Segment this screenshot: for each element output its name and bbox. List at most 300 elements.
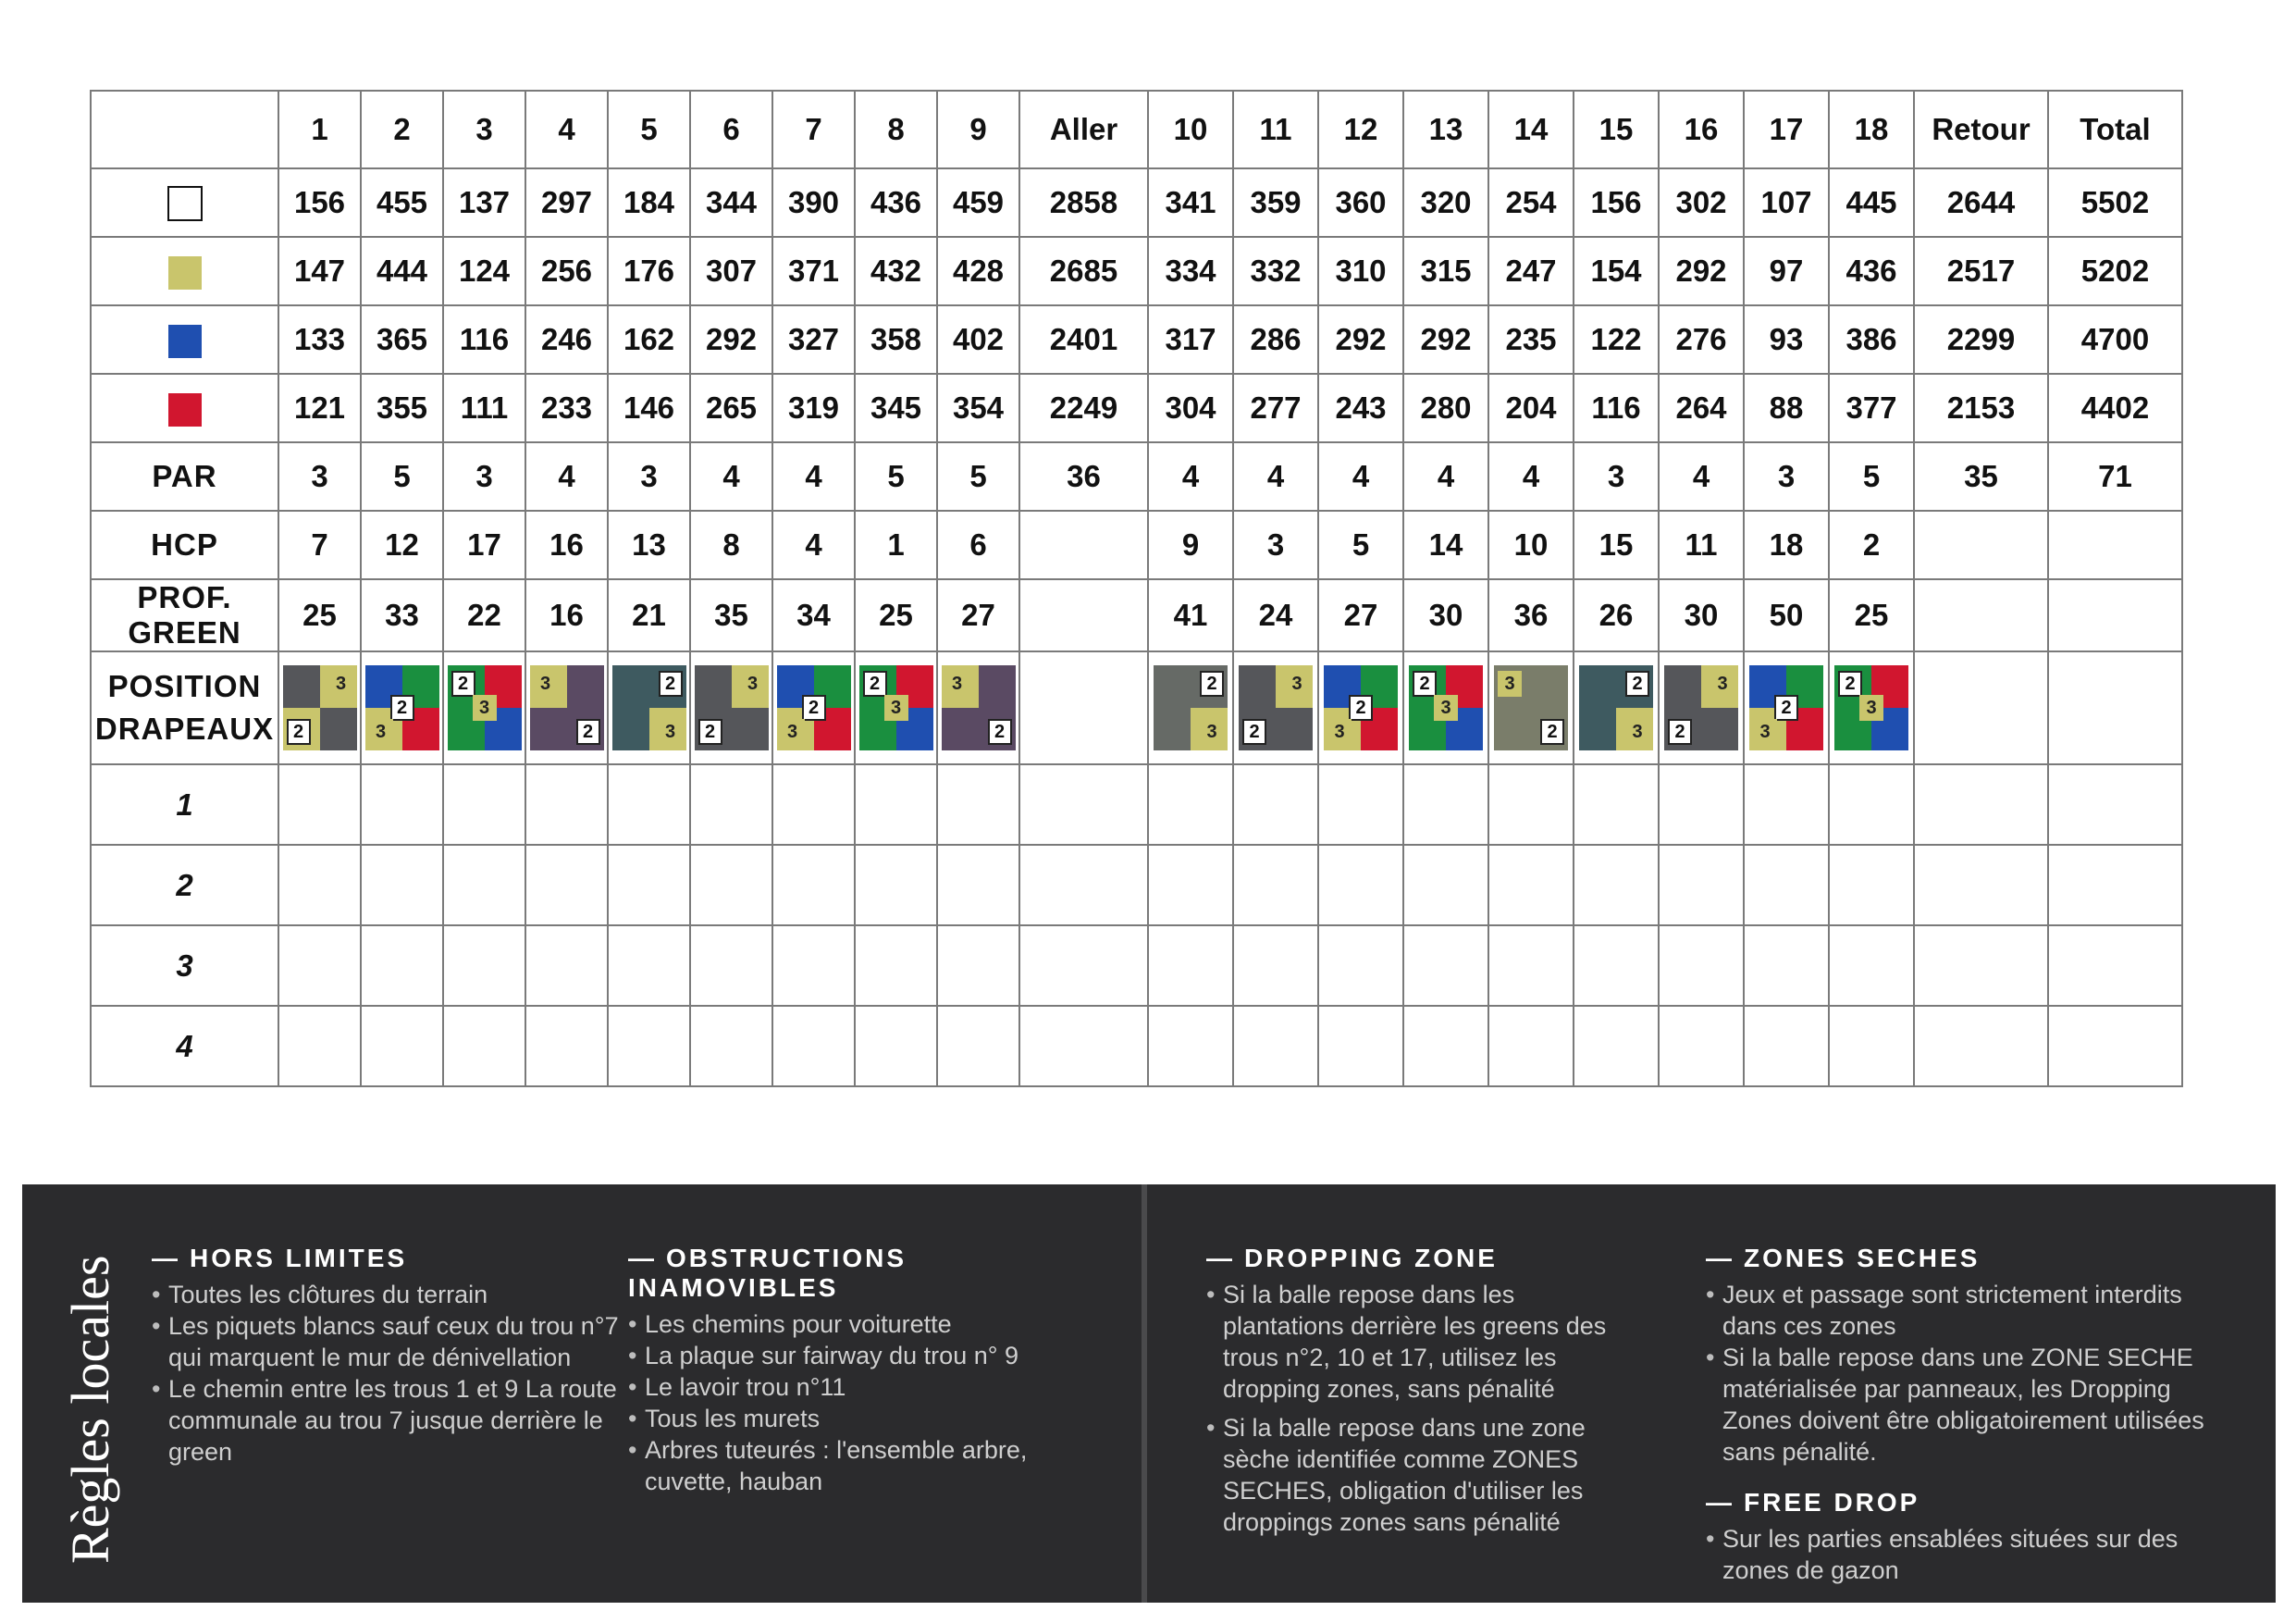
flag-position-row [91, 651, 2182, 764]
green-quadrant [1154, 708, 1191, 750]
distance-cell: 428 [937, 237, 1019, 305]
flag-badge-2: 2 [390, 695, 414, 721]
par-cell: 5 [937, 442, 1019, 511]
green-depth-cell: 25 [855, 579, 937, 651]
flag-position-diagram [1409, 665, 1483, 750]
score-entry-cell[interactable] [2048, 764, 2182, 845]
score-entry-cell[interactable] [1829, 1006, 1914, 1086]
flag-position-cell [525, 651, 608, 764]
score-entry-cell[interactable] [278, 845, 361, 925]
flag-badge-2: 2 [863, 671, 887, 697]
hole-number: 1 [278, 91, 361, 168]
local-rules-title: Règles locales [60, 1255, 120, 1564]
hcp-cell: 14 [1403, 511, 1488, 579]
distance-cell: 365 [361, 305, 443, 374]
hole-number: 11 [1233, 91, 1318, 168]
score-entry-cell[interactable] [1403, 845, 1488, 925]
score-entry-cell[interactable] [1233, 925, 1318, 1006]
flag-position-cell [772, 651, 855, 764]
distance-cell: 154 [1574, 237, 1659, 305]
score-entry-cell[interactable] [1914, 764, 2048, 845]
in-total-cell: 2517 [1914, 237, 2048, 305]
hcp-row [91, 511, 2182, 579]
flag-position-diagram [530, 665, 604, 750]
score-entry-cell[interactable] [1403, 925, 1488, 1006]
hole-number: 5 [608, 91, 690, 168]
par-cell: 4 [1659, 442, 1744, 511]
flag-position-diagram [283, 665, 357, 750]
score-entry-cell[interactable] [608, 1006, 690, 1086]
score-entry-cell[interactable] [772, 925, 855, 1006]
distance-cell: 116 [1574, 374, 1659, 442]
score-entry-cell[interactable] [1233, 1006, 1318, 1086]
distance-cell: 344 [690, 168, 772, 237]
rules-section-obstructions: — OBSTRUCTIONS INAMOVIBLES • Les chemins pour voiturette • La plaque sur fairway du trou n° 9 • Le lavoir trou n°11 • Tous les murets • Arbres tuteurés : l'ensemble arbre, cuvette, hauban [628, 1244, 1109, 1497]
flag-position-diagram [448, 665, 522, 750]
rules-section-dropping-zone: — DROPPING ZONE • Si la balle repose dans les plantations derrière les greens des trous n°2, 10 et 17, utilisez les dropping zones, sans pénalité • Si la balle repose dans une zone sèche identifiée comme ZONES SECHES, obligation d'utiliser les droppings zones sans pénalité [1206, 1244, 1641, 1538]
distance-cell: 358 [855, 305, 937, 374]
flag-badge-3: 3 [1710, 671, 1734, 697]
green-quadrant [1579, 708, 1616, 750]
flag-position-diagram [1579, 665, 1653, 750]
in-total-cell: 2644 [1914, 168, 2048, 237]
tee-row-blue [91, 305, 2182, 374]
distance-cell: 390 [772, 168, 855, 237]
flag-badge-2: 2 [1625, 671, 1649, 697]
distance-cell: 88 [1744, 374, 1829, 442]
tee-swatch-cell [91, 237, 278, 305]
hcp-cell: 4 [772, 511, 855, 579]
player-number: 2 [91, 845, 278, 925]
player-score-row [91, 1006, 2182, 1086]
score-entry-cell[interactable] [1659, 925, 1744, 1006]
blue-tee-swatch [168, 325, 202, 358]
flag-badge-3: 3 [945, 671, 969, 697]
green-depth-cell: 30 [1403, 579, 1488, 651]
par-total: 71 [2048, 442, 2182, 511]
score-entry-cell[interactable] [690, 1006, 772, 1086]
green-depth-cell: 22 [443, 579, 525, 651]
distance-cell: 307 [690, 237, 772, 305]
hcp-cell: 12 [361, 511, 443, 579]
flag-out-blank [1019, 651, 1148, 764]
score-entry-cell[interactable] [278, 764, 361, 845]
flag-badge-2: 2 [698, 719, 722, 745]
score-entry-cell[interactable] [1488, 845, 1574, 925]
flag-badge-3: 3 [329, 671, 353, 697]
score-entry-cell[interactable] [2048, 1006, 2182, 1086]
score-entry-cell[interactable] [855, 925, 937, 1006]
distance-cell: 327 [772, 305, 855, 374]
distance-cell: 360 [1318, 168, 1403, 237]
flag-badge-3: 3 [1200, 719, 1224, 745]
green-depth-cell: 16 [525, 579, 608, 651]
distance-cell: 459 [937, 168, 1019, 237]
green-quadrant [979, 665, 1016, 708]
score-entry-cell[interactable] [1488, 1006, 1574, 1086]
flag-position-cell [1233, 651, 1318, 764]
flag-position-cell [690, 651, 772, 764]
player-score-row [91, 925, 2182, 1006]
player-number: 4 [91, 1006, 278, 1086]
flag-badge-3: 3 [369, 719, 393, 745]
flag-position-cell [937, 651, 1019, 764]
score-entry-cell[interactable] [937, 845, 1019, 925]
score-entry-cell[interactable] [1574, 764, 1659, 845]
green-depth-cell: 41 [1148, 579, 1233, 651]
score-entry-cell[interactable] [1148, 925, 1233, 1006]
score-entry-cell[interactable] [1744, 764, 1829, 845]
score-entry-cell[interactable] [278, 1006, 361, 1086]
rule-item: • La plaque sur fairway du trou n° 9 [628, 1340, 1109, 1371]
green-depth-row [91, 579, 2182, 651]
score-entry-cell[interactable] [1574, 1006, 1659, 1086]
score-entry-cell[interactable] [1914, 1006, 2048, 1086]
distance-cell: 254 [1488, 168, 1574, 237]
hcp-cell: 17 [443, 511, 525, 579]
distance-cell: 204 [1488, 374, 1574, 442]
hole-number: 10 [1148, 91, 1233, 168]
hole-number: 15 [1574, 91, 1659, 168]
flag-position-cell [443, 651, 525, 764]
distance-cell: 256 [525, 237, 608, 305]
hcp-cell: 9 [1148, 511, 1233, 579]
score-entry-cell[interactable] [2048, 925, 2182, 1006]
hcp-label: HCP [91, 511, 278, 579]
distance-cell: 146 [608, 374, 690, 442]
rules-section-zones-seches: — ZONES SECHES • Jeux et passage sont strictement interdits dans ces zones • Si la balle repose dans une ZONE SECHE matérialisée par panneaux, les Dropping Zones doivent être obligatoirement utilisées sans pénalité. — FREE DROP • Sur les parties ensablées situées sur des zones de gazon [1706, 1244, 2224, 1606]
hole-number: 9 [937, 91, 1019, 168]
white-tee-swatch [167, 186, 203, 221]
distance-cell: 147 [278, 237, 361, 305]
flag-position-label [91, 651, 278, 764]
flag-position-diagram [1239, 665, 1313, 750]
par-cell: 4 [690, 442, 772, 511]
score-entry-cell[interactable] [1659, 845, 1744, 925]
score-entry-cell[interactable] [1659, 764, 1744, 845]
score-entry-cell[interactable] [1744, 1006, 1829, 1086]
out-label: Aller [1019, 91, 1148, 168]
flag-badge-2: 2 [1200, 671, 1224, 697]
section-heading: ZONES SECHES [1744, 1244, 1981, 1272]
par-cell: 3 [443, 442, 525, 511]
flag-badge-2: 2 [1540, 719, 1564, 745]
rule-item: • Toutes les clôtures du terrain [152, 1279, 633, 1310]
distance-cell: 156 [278, 168, 361, 237]
score-entry-cell[interactable] [1574, 925, 1659, 1006]
distance-cell: 247 [1488, 237, 1574, 305]
flag-badge-3: 3 [1625, 719, 1649, 745]
green-depth-cell: 27 [1318, 579, 1403, 651]
flag-position-cell [1403, 651, 1488, 764]
score-entry-cell[interactable] [1019, 925, 1148, 1006]
green-quadrant [567, 665, 604, 708]
green-depth-cell: 25 [1829, 579, 1914, 651]
green-quadrant [1239, 665, 1276, 708]
distance-cell: 455 [361, 168, 443, 237]
score-entry-cell[interactable] [361, 1006, 443, 1086]
section-heading: DROPPING ZONE [1244, 1244, 1498, 1272]
score-entry-cell[interactable] [1318, 845, 1403, 925]
flag-badge-2: 2 [1349, 695, 1373, 721]
flag-badge-3: 3 [1434, 695, 1458, 721]
score-entry-cell[interactable] [1914, 925, 2048, 1006]
hole-number: 3 [443, 91, 525, 168]
green-quadrant [695, 665, 732, 708]
score-entry-cell[interactable] [1318, 1006, 1403, 1086]
out-total-cell: 2401 [1019, 305, 1148, 374]
par-cell: 4 [1403, 442, 1488, 511]
par-cell: 4 [1488, 442, 1574, 511]
hole-number: 7 [772, 91, 855, 168]
distance-cell: 445 [1829, 168, 1914, 237]
score-entry-cell[interactable] [443, 764, 525, 845]
score-entry-cell[interactable] [1318, 764, 1403, 845]
score-entry-cell[interactable] [1829, 925, 1914, 1006]
hcp-cell: 1 [855, 511, 937, 579]
score-entry-cell[interactable] [690, 764, 772, 845]
distance-cell: 371 [772, 237, 855, 305]
distance-cell: 156 [1574, 168, 1659, 237]
distance-cell: 292 [1659, 237, 1744, 305]
par-cell: 4 [525, 442, 608, 511]
score-entry-cell[interactable] [525, 764, 608, 845]
distance-cell: 107 [1744, 168, 1829, 237]
score-entry-cell[interactable] [1574, 845, 1659, 925]
flag-badge-3: 3 [1498, 671, 1522, 697]
distance-cell: 354 [937, 374, 1019, 442]
par-cell: 4 [1148, 442, 1233, 511]
distance-cell: 332 [1233, 237, 1318, 305]
green-depth-cell: 27 [937, 579, 1019, 651]
score-entry-cell[interactable] [1488, 925, 1574, 1006]
distance-cell: 280 [1403, 374, 1488, 442]
distance-cell: 317 [1148, 305, 1233, 374]
distance-cell: 377 [1829, 374, 1914, 442]
score-entry-cell[interactable] [1233, 764, 1318, 845]
out-total-cell: 2249 [1019, 374, 1148, 442]
rule-item: • Sur les parties ensablées situées sur des zones de gazon [1706, 1523, 2224, 1586]
flag-badge-3: 3 [473, 695, 497, 721]
score-entry-cell[interactable] [1233, 845, 1318, 925]
flag-badge-2: 2 [988, 719, 1012, 745]
tee-swatch-cell [91, 168, 278, 237]
score-entry-cell[interactable] [690, 925, 772, 1006]
score-entry-cell[interactable] [443, 1006, 525, 1086]
green-quadrant [1664, 665, 1701, 708]
score-entry-cell[interactable] [361, 764, 443, 845]
flag-position-cell [361, 651, 443, 764]
score-entry-cell[interactable] [772, 764, 855, 845]
score-entry-cell[interactable] [937, 764, 1019, 845]
distance-cell: 436 [1829, 237, 1914, 305]
rules-section-hors-limites: — HORS LIMITES • Toutes les clôtures du terrain • Les piquets blancs sauf ceux du trou n°7 qui marquent le mur de dénivellation • Le chemin entre les trous 1 et 9 La route communale au trou 7 jusque derrière le green [152, 1244, 633, 1468]
score-entry-cell[interactable] [937, 925, 1019, 1006]
score-entry-cell[interactable] [1829, 845, 1914, 925]
distance-cell: 302 [1659, 168, 1744, 237]
flag-position-cell [1318, 651, 1403, 764]
green-quadrant [1494, 708, 1531, 750]
hole-number: 6 [690, 91, 772, 168]
flag-badge-2: 2 [1774, 695, 1798, 721]
hole-number: 18 [1829, 91, 1914, 168]
flag-badge-3: 3 [781, 719, 805, 745]
score-entry-cell[interactable] [1148, 764, 1233, 845]
green-quadrant [1154, 665, 1191, 708]
hcp-cell: 6 [937, 511, 1019, 579]
distance-cell: 304 [1148, 374, 1233, 442]
total-cell: 4700 [2048, 305, 2182, 374]
rule-item: • Tous les murets [628, 1403, 1109, 1434]
distance-cell: 444 [361, 237, 443, 305]
par-row [91, 442, 2182, 511]
distance-cell: 386 [1829, 305, 1914, 374]
distance-cell: 276 [1659, 305, 1744, 374]
score-entry-cell[interactable] [608, 764, 690, 845]
flag-in-blank [1914, 651, 2048, 764]
par-cell: 3 [1744, 442, 1829, 511]
hcp-out-blank [1019, 511, 1148, 579]
score-entry-cell[interactable] [1148, 845, 1233, 925]
distance-cell: 277 [1233, 374, 1318, 442]
score-entry-cell[interactable] [1148, 1006, 1233, 1086]
rule-item: • Les chemins pour voiturette [628, 1308, 1109, 1340]
green-depth-cell: 36 [1488, 579, 1574, 651]
score-entry-cell[interactable] [278, 925, 361, 1006]
header-row [91, 91, 2182, 168]
yellow-tee-swatch [168, 256, 202, 290]
score-entry-cell[interactable] [361, 925, 443, 1006]
score-entry-cell[interactable] [525, 845, 608, 925]
score-entry-cell[interactable] [1488, 764, 1574, 845]
total-cell: 4402 [2048, 374, 2182, 442]
flag-label-line1: POSITION [107, 669, 262, 703]
distance-cell: 292 [1403, 305, 1488, 374]
score-entry-cell[interactable] [361, 845, 443, 925]
score-entry-cell[interactable] [608, 845, 690, 925]
tee-swatch-cell [91, 374, 278, 442]
hole-number: 13 [1403, 91, 1488, 168]
hole-number: 8 [855, 91, 937, 168]
score-entry-cell[interactable] [525, 925, 608, 1006]
par-in-total: 35 [1914, 442, 2048, 511]
hole-number: 4 [525, 91, 608, 168]
rule-item: • Si la balle repose dans une ZONE SECHE matérialisée par panneaux, les Dropping Zones doivent être obligatoirement utilisées sans pénalité. [1706, 1342, 2224, 1468]
score-entry-cell[interactable] [1403, 764, 1488, 845]
flag-badge-3: 3 [1753, 719, 1777, 745]
local-rules-panel [22, 1184, 2276, 1603]
distance-cell: 355 [361, 374, 443, 442]
green-out-blank [1019, 579, 1148, 651]
score-entry-cell[interactable] [443, 925, 525, 1006]
flag-position-cell [855, 651, 937, 764]
distance-cell: 176 [608, 237, 690, 305]
distance-cell: 93 [1744, 305, 1829, 374]
score-entry-cell[interactable] [1403, 1006, 1488, 1086]
player-number: 1 [91, 764, 278, 845]
score-entry-cell[interactable] [443, 845, 525, 925]
flag-position-cell [1659, 651, 1744, 764]
rule-item: • Si la balle repose dans les plantations derrière les greens des trous n°2, 10 et 17, utilisez les dropping zones, sans pénalité [1206, 1279, 1641, 1405]
hcp-in-blank [1914, 511, 2048, 579]
total-cell: 5202 [2048, 237, 2182, 305]
hole-number: 17 [1744, 91, 1829, 168]
flag-position-cell [608, 651, 690, 764]
flag-position-diagram [695, 665, 769, 750]
flag-position-diagram [1749, 665, 1823, 750]
score-entry-cell[interactable] [855, 1006, 937, 1086]
hcp-cell: 7 [278, 511, 361, 579]
flag-badge-2: 2 [451, 671, 475, 697]
flag-badge-3: 3 [1327, 719, 1352, 745]
total-cell: 5502 [2048, 168, 2182, 237]
flag-badge-2: 2 [1668, 719, 1692, 745]
distance-cell: 162 [608, 305, 690, 374]
score-entry-cell[interactable] [525, 1006, 608, 1086]
par-out-total: 36 [1019, 442, 1148, 511]
distance-cell: 137 [443, 168, 525, 237]
green-quadrant [283, 665, 320, 708]
panel-divider [1142, 1184, 1147, 1603]
distance-cell: 292 [1318, 305, 1403, 374]
score-entry-cell[interactable] [2048, 845, 2182, 925]
score-entry-cell[interactable] [1019, 845, 1148, 925]
par-cell: 3 [278, 442, 361, 511]
distance-cell: 97 [1744, 237, 1829, 305]
green-quadrant [530, 708, 567, 750]
player-number: 3 [91, 925, 278, 1006]
par-cell: 4 [1318, 442, 1403, 511]
flag-position-cell [1488, 651, 1574, 764]
hcp-cell: 13 [608, 511, 690, 579]
hole-number: 16 [1659, 91, 1744, 168]
green-depth-cell: 50 [1744, 579, 1829, 651]
score-entry-cell[interactable] [608, 925, 690, 1006]
green-quadrant [1579, 665, 1616, 708]
green-quadrant [612, 708, 649, 750]
score-entry-cell[interactable] [1829, 764, 1914, 845]
score-entry-cell[interactable] [772, 1006, 855, 1086]
out-total-cell: 2685 [1019, 237, 1148, 305]
score-entry-cell[interactable] [1019, 1006, 1148, 1086]
score-entry-cell[interactable] [1019, 764, 1148, 845]
score-entry-cell[interactable] [855, 845, 937, 925]
distance-cell: 319 [772, 374, 855, 442]
distance-cell: 111 [443, 374, 525, 442]
score-entry-cell[interactable] [1744, 845, 1829, 925]
hcp-cell: 5 [1318, 511, 1403, 579]
score-entry-cell[interactable] [855, 764, 937, 845]
score-entry-cell[interactable] [1744, 925, 1829, 1006]
flag-badge-2: 2 [576, 719, 600, 745]
score-entry-cell[interactable] [772, 845, 855, 925]
green-depth-cell: 24 [1233, 579, 1318, 651]
distance-cell: 334 [1148, 237, 1233, 305]
rule-item: • Le lavoir trou n°11 [628, 1371, 1109, 1403]
distance-cell: 116 [443, 305, 525, 374]
score-entry-cell[interactable] [690, 845, 772, 925]
distance-cell: 310 [1318, 237, 1403, 305]
out-total-cell: 2858 [1019, 168, 1148, 237]
hole-number: 2 [361, 91, 443, 168]
score-entry-cell[interactable] [937, 1006, 1019, 1086]
score-entry-cell[interactable] [1659, 1006, 1744, 1086]
distance-cell: 264 [1659, 374, 1744, 442]
distance-cell: 265 [690, 374, 772, 442]
score-entry-cell[interactable] [1914, 845, 2048, 925]
score-entry-cell[interactable] [1318, 925, 1403, 1006]
green-depth-cell: 33 [361, 579, 443, 651]
